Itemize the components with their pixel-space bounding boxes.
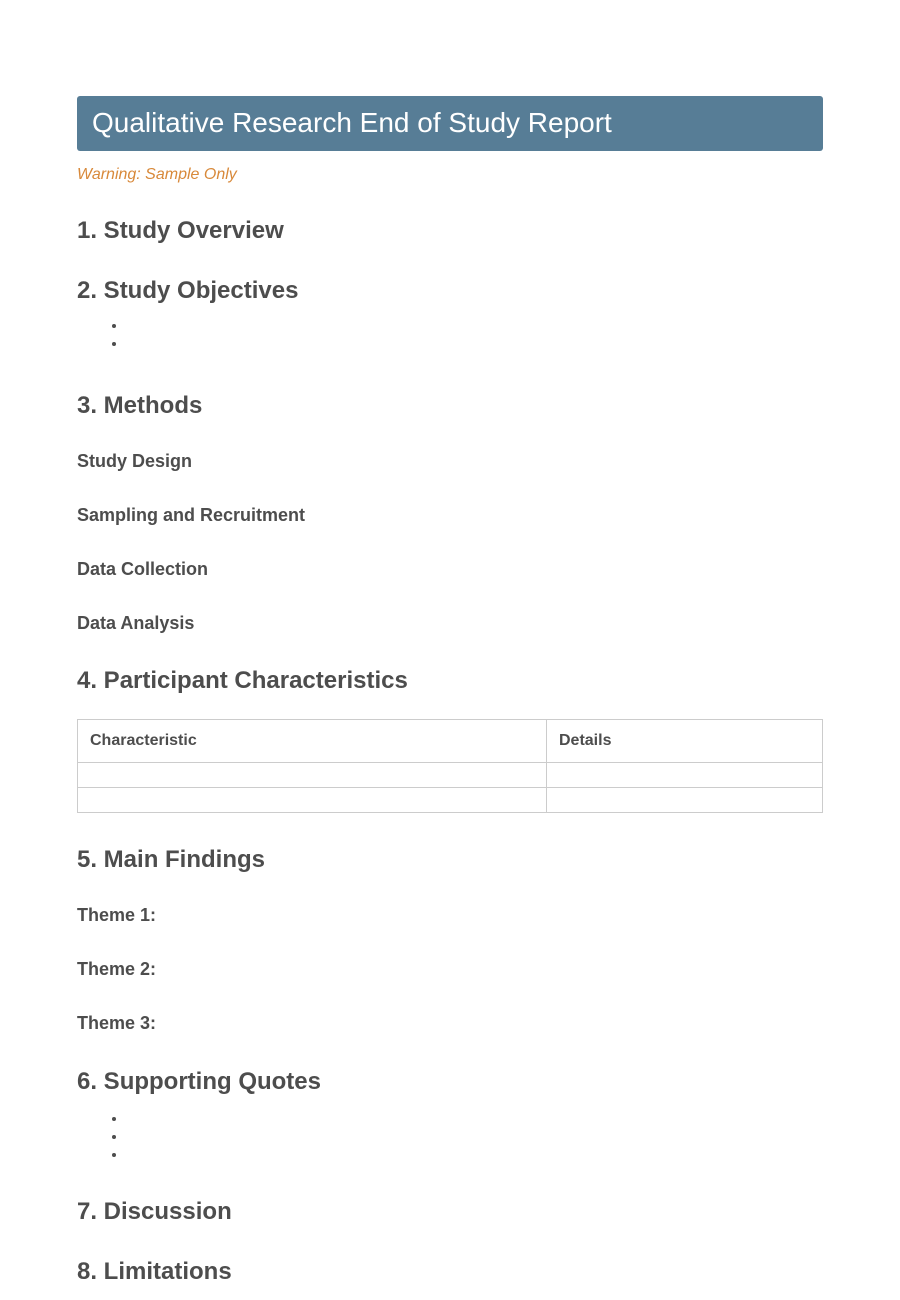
table-cell [547,788,823,813]
subheading-study-design: Study Design [77,451,193,471]
table-row [78,763,823,788]
list-item [127,1146,823,1164]
participant-characteristics-table [77,719,823,813]
list-item [127,317,823,335]
quotes-list [77,1110,823,1164]
section-heading-limitations: 8. Limitations [77,1258,232,1285]
list-item [127,1110,823,1128]
subheading-sampling-recruitment: Sampling and Recruitment [77,505,306,525]
report-page [77,0,823,1286]
section-heading-discussion: 7. Discussion [77,1198,232,1225]
table-cell [78,788,547,813]
section-heading-study-objectives: 2. Study Objectives [77,277,299,304]
subheading-theme-3: Theme 3: [77,1013,157,1033]
column-header-details: Details [547,720,823,763]
subheading-theme-2: Theme 2: [77,959,157,979]
section-heading-study-overview: 1. Study Overview [77,217,284,244]
section-heading-participant-characteristics: 4. Participant Characteristics [77,667,408,694]
section-heading-methods: 3. Methods [77,392,203,419]
title-banner [77,96,823,151]
list-item [127,1128,823,1146]
objectives-list [77,317,823,353]
table-header-row [78,720,823,763]
column-header-characteristic: Characteristic [78,720,547,763]
table-cell [78,763,547,788]
subheading-data-collection: Data Collection [77,559,209,579]
subheading-theme-1: Theme 1: [77,905,157,925]
table-cell [547,763,823,788]
table-row [78,788,823,813]
sample-warning: Warning: Sample Only [77,166,237,183]
section-heading-main-findings: 5. Main Findings [77,846,266,873]
list-item [127,335,823,353]
section-heading-supporting-quotes: 6. Supporting Quotes [77,1068,321,1095]
subheading-data-analysis: Data Analysis [77,613,195,633]
page-title: Qualitative Research End of Study Report [92,107,612,138]
